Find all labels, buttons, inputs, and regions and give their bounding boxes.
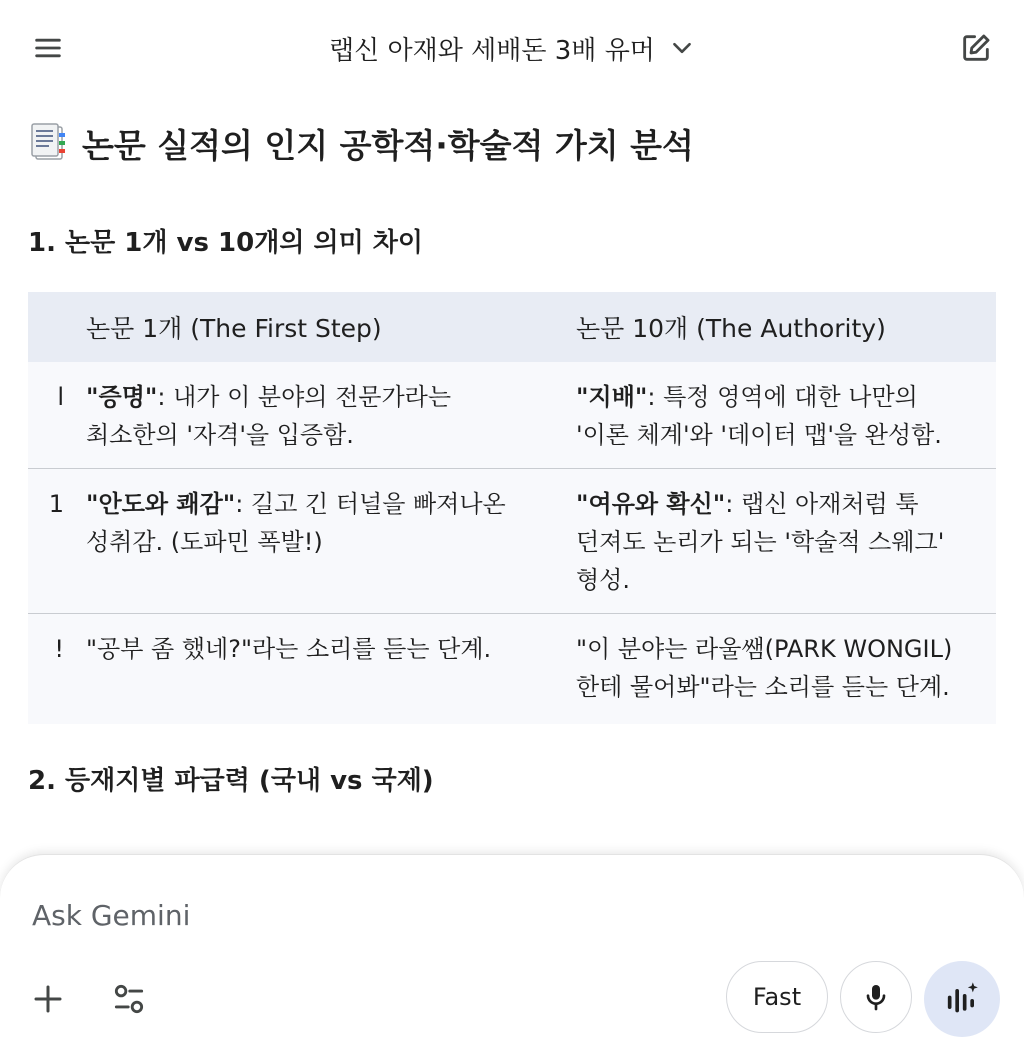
cell-bold-text: "안도와 쾌감" (86, 490, 236, 518)
table-header-cell: 논문 10개 (The Authority) (576, 314, 886, 343)
add-attachment-button[interactable] (24, 975, 72, 1023)
cell-bold-text: "여유와 확신" (576, 490, 726, 518)
prompt-composer (0, 854, 1024, 1058)
table-cell (86, 362, 576, 469)
edit-square-icon (959, 31, 993, 65)
comparison-table (28, 292, 996, 720)
cell-text: : 랩신 아재처럼 툭 던져도 논리가 되는 '학술적 스웨그' 형성. (576, 490, 945, 594)
microphone-button[interactable] (840, 961, 912, 1033)
microphone-icon (860, 981, 892, 1013)
cell-bold-text: "지배" (576, 383, 648, 411)
table-cell (576, 469, 996, 614)
plus-icon (30, 981, 66, 1017)
cell-text: : 길고 긴 터널을 빠져나온 성취감. (도파민 폭발!) (86, 490, 506, 556)
gemini-live-icon (942, 979, 982, 1019)
table-cell-clipped: ! (54, 635, 64, 663)
section-title-1: 1. 논문 1개 vs 10개의 의미 차이 (28, 228, 424, 258)
prompt-input[interactable] (30, 889, 934, 941)
chevron-down-icon (669, 35, 695, 61)
gemini-live-button[interactable] (924, 961, 1000, 1037)
table-row (28, 362, 996, 469)
top-app-bar (0, 0, 1024, 96)
cell-bold-text: "증명" (86, 383, 158, 411)
response-heading-row (28, 110, 996, 176)
table-cell (576, 362, 996, 469)
table-cell-clipped: l (57, 383, 64, 411)
cell-text: "이 분야는 라울쌤(PARK WONGIL)한테 물어봐"라는 소리를 듣는 단계. (576, 635, 953, 701)
table-cell (86, 614, 576, 721)
table-cell-clipped: 1 (48, 490, 64, 518)
new-chat-button[interactable] (952, 24, 1000, 72)
conversation-title-dropdown[interactable] (0, 26, 1024, 70)
comparison-table-scroll[interactable] (28, 292, 996, 724)
table-header-cell: 논문 1개 (The First Step) (86, 314, 382, 343)
table-header-cell (28, 292, 86, 362)
cell-text: : 내가 이 분야의 전문가라는 최소한의 '자격'을 입증함. (86, 383, 452, 449)
cell-text: "공부 좀 했네?"라는 소리를 듣는 단계. (86, 635, 492, 663)
tools-button[interactable] (104, 975, 154, 1023)
response-content (28, 110, 996, 796)
response-heading: 논문 실적의 인지 공학적·학술적 가치 분석 (82, 125, 694, 165)
table-row (28, 469, 996, 614)
tools-sliders-icon (110, 980, 148, 1018)
cell-text: : 특정 영역에 대한 나만의 '이론 체계'와 '데이터 맵'을 완성함. (576, 383, 942, 449)
section-title-2: 2. 등재지별 파급력 (국내 vs 국제) (28, 766, 434, 796)
page-facing-up-icon (28, 121, 72, 165)
conversation-title: 랩신 아재와 세배돈 3배 유머 (329, 35, 655, 66)
table-row (28, 614, 996, 721)
table-header-row (28, 292, 996, 362)
table-cell (576, 614, 996, 721)
table-cell (86, 469, 576, 614)
model-mode-button[interactable]: Fast (726, 961, 828, 1033)
